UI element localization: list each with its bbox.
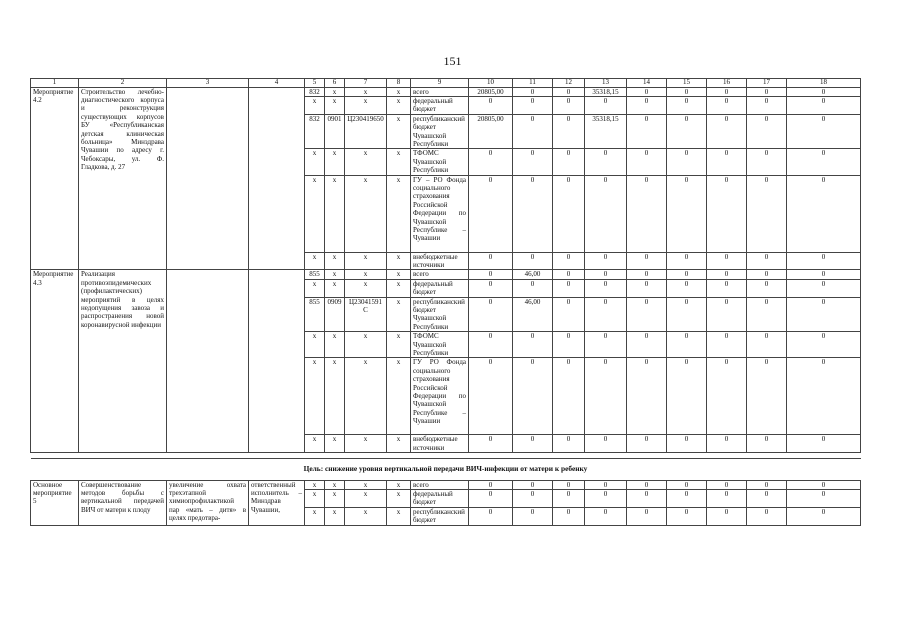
- measure-name: Совершенствование методов борьбы с вертикальной передачей ВИЧ от матери к плоду: [79, 480, 167, 525]
- amount-cell: 0: [553, 87, 585, 96]
- amount-cell: 0: [747, 358, 787, 435]
- measure-name: Строительство лечебно-диагностического корпуса и реконструкция существующих корпусов БУ «Республиканская детская клиническая больница» Минздрава Чувашии по адресу г. Чебоксары, ул. Ф. Гладкова, д. 27: [79, 87, 167, 270]
- measure-code: Мероприятие 4.2: [31, 87, 79, 270]
- amount-cell: 0: [667, 87, 707, 96]
- header-col: 15: [667, 79, 707, 88]
- amount-cell: 0: [553, 435, 585, 453]
- amount-cell: 0: [667, 480, 707, 489]
- amount-cell: 0: [627, 114, 667, 149]
- amount-cell: 20805,00: [469, 114, 513, 149]
- amount-cell: 0: [707, 175, 747, 252]
- amount-cell: 0: [469, 480, 513, 489]
- amount-cell: 0: [513, 149, 553, 175]
- amount-cell: 0: [747, 480, 787, 489]
- amount-cell: 0: [585, 270, 627, 279]
- target-article: x: [345, 175, 387, 252]
- measure-name: Реализация противоэпидемических (профилактических) мероприятий в целях недопущения завоза и распространения новой коронавирусной инфекции: [79, 270, 167, 453]
- amount-cell: 0: [747, 332, 787, 358]
- amount-cell: 0: [627, 490, 667, 508]
- amount-cell: 0: [667, 435, 707, 453]
- grbs-code: x: [305, 490, 325, 508]
- funding-source: республиканский бюджет: [411, 507, 469, 525]
- amount-cell: 0: [585, 96, 627, 114]
- amount-cell: 0: [707, 114, 747, 149]
- expense-type: x: [387, 114, 411, 149]
- amount-cell: 0: [513, 435, 553, 453]
- target-article: x: [345, 279, 387, 297]
- funding-source: ТФОМС Чувашской Республики: [411, 149, 469, 175]
- budget-table: [30, 78, 861, 526]
- amount-cell: 0: [747, 279, 787, 297]
- amount-cell: 0: [553, 270, 585, 279]
- amount-cell: 0: [627, 149, 667, 175]
- amount-cell: 0: [469, 175, 513, 252]
- header-col: 9: [411, 79, 469, 88]
- grbs-code: x: [305, 149, 325, 175]
- target-article: x: [345, 507, 387, 525]
- amount-cell: 0: [585, 435, 627, 453]
- target-article: x: [345, 96, 387, 114]
- amount-cell: 0: [627, 252, 667, 270]
- amount-cell: 0: [707, 297, 747, 332]
- header-col: 11: [513, 79, 553, 88]
- amount-cell: 0: [513, 507, 553, 525]
- amount-cell: 0: [469, 149, 513, 175]
- expected-result: [167, 87, 249, 270]
- funding-source: федеральный бюджет: [411, 96, 469, 114]
- header-col: 5: [305, 79, 325, 88]
- header-col: 6: [325, 79, 345, 88]
- amount-cell: 0: [787, 490, 861, 508]
- amount-cell: 0: [747, 435, 787, 453]
- amount-cell: 0: [747, 507, 787, 525]
- target-article: x: [345, 87, 387, 96]
- amount-cell: 0: [585, 175, 627, 252]
- expense-type: x: [387, 358, 411, 435]
- amount-cell: 0: [513, 490, 553, 508]
- amount-cell: 0: [707, 480, 747, 489]
- section-code: x: [325, 490, 345, 508]
- amount-cell: 0: [585, 480, 627, 489]
- amount-cell: 0: [627, 507, 667, 525]
- target-article: x: [345, 332, 387, 358]
- amount-cell: 0: [627, 279, 667, 297]
- amount-cell: 0: [513, 252, 553, 270]
- amount-cell: 0: [469, 490, 513, 508]
- funding-source: ГУ РО Фонда социального страхования Российской Федерации по Чувашской Республике – Чувашии: [411, 358, 469, 435]
- header-col: 4: [249, 79, 305, 88]
- table-row: [31, 480, 861, 489]
- grbs-code: x: [305, 175, 325, 252]
- amount-cell: 0: [553, 332, 585, 358]
- amount-cell: 0: [627, 435, 667, 453]
- amount-cell: 0: [585, 297, 627, 332]
- amount-cell: 0: [747, 87, 787, 96]
- header-col: 10: [469, 79, 513, 88]
- grbs-code: x: [305, 435, 325, 453]
- expected-result: увеличение охвата трехэтапной химиопрофилактикой пар «мать – дитя» в целях предотвра-: [167, 480, 249, 525]
- grbs-code: x: [305, 96, 325, 114]
- amount-cell: 0: [513, 96, 553, 114]
- section-code: x: [325, 270, 345, 279]
- amount-cell: 35318,15: [585, 87, 627, 96]
- section-code: x: [325, 87, 345, 96]
- header-row: [31, 79, 861, 88]
- grbs-code: 855: [305, 297, 325, 332]
- amount-cell: 0: [585, 279, 627, 297]
- amount-cell: 0: [787, 480, 861, 489]
- amount-cell: 46,00: [513, 270, 553, 279]
- table-row: [31, 270, 861, 279]
- amount-cell: 0: [513, 332, 553, 358]
- section-code: 0909: [325, 297, 345, 332]
- amount-cell: 0: [787, 270, 861, 279]
- goal-text: Цель: снижение уровня вертикальной передачи ВИЧ-инфекции от матери к ребенку: [31, 459, 861, 480]
- funding-source: внебюджетные источники: [411, 252, 469, 270]
- amount-cell: 0: [707, 87, 747, 96]
- amount-cell: 0: [627, 175, 667, 252]
- amount-cell: 0: [627, 358, 667, 435]
- header-col: 2: [79, 79, 167, 88]
- funding-source: республиканский бюджет Чувашской Республики: [411, 114, 469, 149]
- section-code: x: [325, 149, 345, 175]
- amount-cell: 0: [667, 270, 707, 279]
- funding-source: ТФОМС Чувашской Республики: [411, 332, 469, 358]
- amount-cell: 0: [627, 332, 667, 358]
- amount-cell: 0: [667, 149, 707, 175]
- amount-cell: 0: [667, 507, 707, 525]
- amount-cell: 0: [553, 490, 585, 508]
- header-col: 16: [707, 79, 747, 88]
- target-article: x: [345, 490, 387, 508]
- amount-cell: 0: [553, 149, 585, 175]
- amount-cell: 0: [585, 507, 627, 525]
- target-article: Ц23041591С: [345, 297, 387, 332]
- amount-cell: 0: [627, 87, 667, 96]
- amount-cell: 0: [469, 332, 513, 358]
- amount-cell: 0: [707, 270, 747, 279]
- amount-cell: 0: [553, 175, 585, 252]
- section-code: x: [325, 175, 345, 252]
- expense-type: x: [387, 87, 411, 96]
- target-article: x: [345, 358, 387, 435]
- amount-cell: 0: [469, 507, 513, 525]
- amount-cell: 0: [627, 297, 667, 332]
- target-article: x: [345, 149, 387, 175]
- amount-cell: 0: [787, 358, 861, 435]
- amount-cell: 20805,00: [469, 87, 513, 96]
- amount-cell: 35318,15: [585, 114, 627, 149]
- amount-cell: 0: [707, 332, 747, 358]
- grbs-code: x: [305, 252, 325, 270]
- amount-cell: 0: [553, 279, 585, 297]
- measure-code: Основное мероприятие 5: [31, 480, 79, 525]
- amount-cell: 0: [787, 507, 861, 525]
- expense-type: x: [387, 149, 411, 175]
- amount-cell: 0: [469, 435, 513, 453]
- expense-type: x: [387, 279, 411, 297]
- amount-cell: 0: [667, 490, 707, 508]
- amount-cell: 0: [667, 279, 707, 297]
- amount-cell: 0: [667, 96, 707, 114]
- section-code: 0901: [325, 114, 345, 149]
- expense-type: x: [387, 96, 411, 114]
- executor: [249, 87, 305, 270]
- header-col: 12: [553, 79, 585, 88]
- amount-cell: 0: [667, 358, 707, 435]
- amount-cell: 0: [553, 507, 585, 525]
- amount-cell: 0: [787, 279, 861, 297]
- amount-cell: 0: [787, 175, 861, 252]
- grbs-code: x: [305, 507, 325, 525]
- page-number: 151: [443, 54, 462, 68]
- amount-cell: 0: [469, 270, 513, 279]
- amount-cell: 0: [707, 252, 747, 270]
- amount-cell: 0: [747, 96, 787, 114]
- section-code: x: [325, 435, 345, 453]
- amount-cell: 0: [469, 297, 513, 332]
- grbs-code: x: [305, 332, 325, 358]
- funding-source: внебюджетные источники: [411, 435, 469, 453]
- section-code: x: [325, 252, 345, 270]
- amount-cell: 0: [513, 87, 553, 96]
- amount-cell: 0: [787, 252, 861, 270]
- amount-cell: 0: [667, 332, 707, 358]
- amount-cell: 0: [513, 114, 553, 149]
- amount-cell: 0: [787, 435, 861, 453]
- header-col: 18: [787, 79, 861, 88]
- amount-cell: 0: [747, 252, 787, 270]
- measure-code: Мероприятие 4.3: [31, 270, 79, 453]
- target-article: Ц230419650: [345, 114, 387, 149]
- expense-type: x: [387, 507, 411, 525]
- amount-cell: 0: [787, 96, 861, 114]
- amount-cell: 0: [553, 297, 585, 332]
- amount-cell: 0: [707, 435, 747, 453]
- section-code: x: [325, 332, 345, 358]
- amount-cell: 0: [585, 332, 627, 358]
- amount-cell: 0: [667, 297, 707, 332]
- amount-cell: 0: [627, 480, 667, 489]
- amount-cell: 0: [707, 507, 747, 525]
- amount-cell: 0: [585, 149, 627, 175]
- amount-cell: 0: [513, 175, 553, 252]
- funding-source: федеральный бюджет: [411, 279, 469, 297]
- funding-source: ГУ – РО Фонда социального страхования Российской Федерации по Чувашской Республике – Чувашии: [411, 175, 469, 252]
- amount-cell: 0: [627, 96, 667, 114]
- expense-type: x: [387, 480, 411, 489]
- amount-cell: 0: [707, 279, 747, 297]
- grbs-code: x: [305, 358, 325, 435]
- expense-type: x: [387, 435, 411, 453]
- section-code: x: [325, 96, 345, 114]
- funding-source: федеральный бюджет: [411, 490, 469, 508]
- grbs-code: x: [305, 279, 325, 297]
- goal-row: [31, 459, 861, 480]
- amount-cell: 0: [747, 175, 787, 252]
- funding-source: всего: [411, 87, 469, 96]
- grbs-code: 855: [305, 270, 325, 279]
- header-col: 14: [627, 79, 667, 88]
- amount-cell: 0: [553, 358, 585, 435]
- header-col: 3: [167, 79, 249, 88]
- amount-cell: 0: [469, 96, 513, 114]
- amount-cell: 0: [707, 149, 747, 175]
- amount-cell: 0: [585, 252, 627, 270]
- header-col: 1: [31, 79, 79, 88]
- expense-type: x: [387, 332, 411, 358]
- amount-cell: 0: [469, 252, 513, 270]
- amount-cell: 0: [553, 252, 585, 270]
- expense-type: x: [387, 175, 411, 252]
- amount-cell: 0: [787, 332, 861, 358]
- expense-type: x: [387, 490, 411, 508]
- amount-cell: 0: [553, 96, 585, 114]
- amount-cell: 0: [513, 480, 553, 489]
- executor: [249, 270, 305, 453]
- amount-cell: 0: [707, 358, 747, 435]
- amount-cell: 0: [747, 490, 787, 508]
- grbs-code: 832: [305, 87, 325, 96]
- amount-cell: 0: [513, 358, 553, 435]
- amount-cell: 0: [787, 149, 861, 175]
- section-code: x: [325, 480, 345, 489]
- header-col: 7: [345, 79, 387, 88]
- amount-cell: 0: [585, 358, 627, 435]
- table-row: [31, 87, 861, 96]
- funding-source: республиканский бюджет Чувашской Республики: [411, 297, 469, 332]
- header-col: 13: [585, 79, 627, 88]
- amount-cell: 0: [553, 114, 585, 149]
- section-code: x: [325, 507, 345, 525]
- amount-cell: 0: [469, 279, 513, 297]
- section-code: x: [325, 279, 345, 297]
- target-article: x: [345, 480, 387, 489]
- expense-type: x: [387, 252, 411, 270]
- amount-cell: 0: [469, 358, 513, 435]
- expected-result: [167, 270, 249, 453]
- amount-cell: 46,00: [513, 297, 553, 332]
- funding-source: всего: [411, 480, 469, 489]
- amount-cell: 0: [667, 175, 707, 252]
- grbs-code: x: [305, 480, 325, 489]
- amount-cell: 0: [707, 96, 747, 114]
- target-article: x: [345, 252, 387, 270]
- expense-type: x: [387, 270, 411, 279]
- amount-cell: 0: [787, 114, 861, 149]
- grbs-code: 832: [305, 114, 325, 149]
- target-article: x: [345, 270, 387, 279]
- section-code: x: [325, 358, 345, 435]
- amount-cell: 0: [627, 270, 667, 279]
- amount-cell: 0: [747, 297, 787, 332]
- amount-cell: 0: [667, 114, 707, 149]
- header-col: 8: [387, 79, 411, 88]
- header-col: 17: [747, 79, 787, 88]
- amount-cell: 0: [747, 149, 787, 175]
- amount-cell: 0: [667, 252, 707, 270]
- amount-cell: 0: [553, 480, 585, 489]
- funding-source: всего: [411, 270, 469, 279]
- target-article: x: [345, 435, 387, 453]
- amount-cell: 0: [747, 114, 787, 149]
- executor: ответственный исполнитель – Минздрав Чувашии,: [249, 480, 305, 525]
- amount-cell: 0: [585, 490, 627, 508]
- amount-cell: 0: [707, 490, 747, 508]
- amount-cell: 0: [787, 297, 861, 332]
- amount-cell: 0: [787, 87, 861, 96]
- expense-type: x: [387, 297, 411, 332]
- amount-cell: 0: [747, 270, 787, 279]
- amount-cell: 0: [513, 279, 553, 297]
